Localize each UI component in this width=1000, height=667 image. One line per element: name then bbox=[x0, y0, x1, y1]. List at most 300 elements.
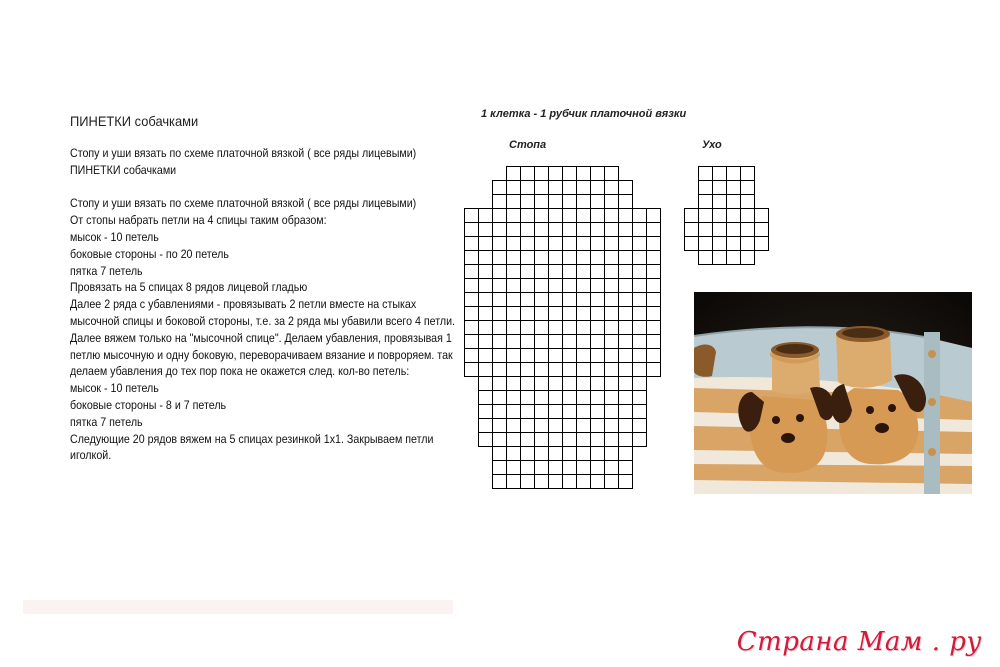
grid-cell bbox=[549, 461, 563, 475]
grid-cell bbox=[563, 433, 577, 447]
grid-cell bbox=[741, 195, 755, 209]
grid-cell bbox=[465, 223, 479, 237]
grid-cell bbox=[479, 237, 493, 251]
grid-cell bbox=[591, 433, 605, 447]
grid-cell bbox=[605, 223, 619, 237]
grid-cell bbox=[563, 391, 577, 405]
grid-cell bbox=[741, 251, 755, 265]
grid-cell bbox=[521, 335, 535, 349]
grid-cell bbox=[577, 363, 591, 377]
grid-cell bbox=[479, 321, 493, 335]
grid-cell bbox=[577, 251, 591, 265]
grid-cell bbox=[507, 195, 521, 209]
grid-cell bbox=[577, 377, 591, 391]
grid-cell bbox=[633, 307, 647, 321]
grid-cell bbox=[535, 293, 549, 307]
instruction-line: Далее 2 ряда с убавлениями - провязывать 2 петли вместе на стыках bbox=[70, 298, 417, 312]
grid-cell bbox=[577, 447, 591, 461]
grid-cell bbox=[507, 363, 521, 377]
grid-cell bbox=[577, 167, 591, 181]
grid-cell bbox=[465, 209, 479, 223]
grid-cell bbox=[619, 195, 633, 209]
grid-cell bbox=[479, 279, 493, 293]
grid-cell bbox=[493, 223, 507, 237]
grid-cell bbox=[549, 349, 563, 363]
grid-cell bbox=[493, 475, 507, 489]
grid-cell bbox=[465, 335, 479, 349]
instruction-line: мысок - 10 петель bbox=[70, 230, 159, 244]
grid-cell bbox=[479, 335, 493, 349]
grid-cell bbox=[619, 391, 633, 405]
grid-cell bbox=[619, 349, 633, 363]
grid-cell bbox=[591, 335, 605, 349]
grid-cell bbox=[479, 377, 493, 391]
grid-cell bbox=[577, 461, 591, 475]
grid-cell bbox=[535, 433, 549, 447]
grid-cell bbox=[605, 335, 619, 349]
grid-cell bbox=[479, 293, 493, 307]
grid-cell bbox=[493, 461, 507, 475]
grid-cell bbox=[507, 335, 521, 349]
grid-cell bbox=[563, 195, 577, 209]
grid-cell bbox=[633, 209, 647, 223]
grid-cell bbox=[521, 181, 535, 195]
grid-cell bbox=[563, 279, 577, 293]
grid-cell bbox=[521, 265, 535, 279]
grid-cell bbox=[521, 475, 535, 489]
grid-cell bbox=[591, 223, 605, 237]
grid-cell bbox=[647, 321, 661, 335]
instruction-line: мысок - 10 петель bbox=[70, 382, 159, 396]
grid-cell bbox=[535, 321, 549, 335]
grid-cell bbox=[577, 223, 591, 237]
grid-cell bbox=[479, 433, 493, 447]
grid-cell bbox=[741, 209, 755, 223]
grid-cell bbox=[521, 195, 535, 209]
grid-cell bbox=[685, 209, 699, 223]
grid-cell bbox=[741, 237, 755, 251]
footer-bar bbox=[23, 600, 453, 614]
grid-cell bbox=[521, 419, 535, 433]
grid-cell bbox=[535, 405, 549, 419]
grid-cell bbox=[507, 279, 521, 293]
grid-cell bbox=[549, 321, 563, 335]
sole-grid bbox=[464, 166, 664, 498]
grid-cell bbox=[727, 237, 741, 251]
grid-cell bbox=[591, 251, 605, 265]
grid-cell bbox=[741, 223, 755, 237]
grid-cell bbox=[479, 251, 493, 265]
grid-cell bbox=[699, 251, 713, 265]
grid-cell bbox=[465, 307, 479, 321]
grid-cell bbox=[549, 195, 563, 209]
grid-cell bbox=[633, 265, 647, 279]
grid-cell bbox=[549, 167, 563, 181]
grid-cell bbox=[521, 391, 535, 405]
grid-cell bbox=[493, 321, 507, 335]
grid-cell bbox=[563, 167, 577, 181]
grid-cell bbox=[549, 265, 563, 279]
grid-cell bbox=[633, 321, 647, 335]
instruction-line: делаем убавления до тех пор пока не окажется след. кол-во петель: bbox=[70, 365, 410, 379]
grid-cell bbox=[577, 209, 591, 223]
grid-cell bbox=[647, 349, 661, 363]
grid-cell bbox=[605, 475, 619, 489]
grid-cell bbox=[549, 181, 563, 195]
grid-cell bbox=[633, 363, 647, 377]
grid-cell bbox=[563, 251, 577, 265]
grid-cell bbox=[727, 223, 741, 237]
instructions-text bbox=[70, 146, 456, 465]
grid-cell bbox=[577, 279, 591, 293]
grid-cell bbox=[619, 419, 633, 433]
grid-cell bbox=[727, 167, 741, 181]
grid-cell bbox=[493, 419, 507, 433]
grid-cell bbox=[521, 307, 535, 321]
grid-cell bbox=[507, 405, 521, 419]
grid-cell bbox=[619, 447, 633, 461]
grid-cell bbox=[549, 419, 563, 433]
instruction-line: боковые стороны - 8 и 7 петель bbox=[70, 398, 227, 412]
grid-cell bbox=[605, 293, 619, 307]
grid-cell bbox=[605, 209, 619, 223]
grid-cell bbox=[619, 265, 633, 279]
grid-cell bbox=[507, 321, 521, 335]
grid-cell bbox=[685, 223, 699, 237]
ear-grid bbox=[684, 166, 774, 268]
grid-cell bbox=[633, 405, 647, 419]
grid-cell bbox=[633, 223, 647, 237]
grid-cell bbox=[577, 307, 591, 321]
site-logo: Страна Мам . ру bbox=[736, 627, 982, 657]
grid-cell bbox=[633, 377, 647, 391]
grid-cell bbox=[479, 265, 493, 279]
grid-cell bbox=[563, 307, 577, 321]
grid-cell bbox=[479, 349, 493, 363]
grid-cell bbox=[535, 461, 549, 475]
grid-cell bbox=[465, 363, 479, 377]
grid-cell bbox=[507, 265, 521, 279]
grid-cell bbox=[549, 223, 563, 237]
grid-cell bbox=[591, 237, 605, 251]
grid-cell bbox=[479, 307, 493, 321]
grid-cell bbox=[713, 251, 727, 265]
grid-cell bbox=[633, 335, 647, 349]
grid-cell bbox=[577, 195, 591, 209]
grid-cell bbox=[507, 433, 521, 447]
instruction-line: Стопу и уши вязать по схеме платочной вязкой ( все ряды лицевыми) bbox=[70, 197, 417, 211]
grid-cell bbox=[605, 405, 619, 419]
grid-cell bbox=[493, 363, 507, 377]
grid-cell bbox=[549, 293, 563, 307]
sole-label: Стопа bbox=[509, 139, 547, 151]
grid-cell bbox=[493, 349, 507, 363]
grid-cell bbox=[577, 321, 591, 335]
grid-cell bbox=[633, 419, 647, 433]
grid-cell bbox=[535, 447, 549, 461]
grid-cell bbox=[619, 237, 633, 251]
blank-line bbox=[70, 180, 450, 197]
grid-cell bbox=[493, 265, 507, 279]
grid-cell bbox=[521, 405, 535, 419]
grid-cell bbox=[507, 223, 521, 237]
grid-cell bbox=[535, 335, 549, 349]
grid-cell bbox=[465, 237, 479, 251]
grid-cell bbox=[647, 335, 661, 349]
grid-cell bbox=[591, 391, 605, 405]
grid-cell bbox=[507, 293, 521, 307]
grid-cell bbox=[521, 363, 535, 377]
grid-cell bbox=[563, 265, 577, 279]
grid-cell bbox=[619, 335, 633, 349]
grid-cell bbox=[549, 335, 563, 349]
grid-cell bbox=[563, 335, 577, 349]
grid-cell bbox=[479, 363, 493, 377]
grid-cell bbox=[493, 391, 507, 405]
grid-cell bbox=[549, 433, 563, 447]
grid-cell bbox=[535, 279, 549, 293]
grid-cell bbox=[633, 279, 647, 293]
grid-cell bbox=[535, 363, 549, 377]
grid-cell bbox=[591, 307, 605, 321]
grid-cell bbox=[699, 167, 713, 181]
grid-cell bbox=[619, 279, 633, 293]
grid-cell bbox=[619, 181, 633, 195]
chart-legend: 1 клетка - 1 рубчик платочной вязки bbox=[481, 108, 687, 120]
grid-cell bbox=[605, 391, 619, 405]
grid-cell bbox=[507, 181, 521, 195]
grid-cell bbox=[493, 237, 507, 251]
grid-cell bbox=[563, 321, 577, 335]
grid-cell bbox=[619, 209, 633, 223]
grid-cell bbox=[507, 237, 521, 251]
grid-cell bbox=[605, 167, 619, 181]
grid-cell bbox=[479, 223, 493, 237]
grid-cell bbox=[647, 265, 661, 279]
instruction-line: петлю мысочную и одну боковую, переворачиваем вязание и повроряем. так bbox=[70, 348, 453, 362]
grid-cell bbox=[563, 419, 577, 433]
grid-cell bbox=[465, 349, 479, 363]
grid-cell bbox=[549, 475, 563, 489]
grid-cell bbox=[699, 181, 713, 195]
grid-cell bbox=[563, 223, 577, 237]
grid-cell bbox=[577, 475, 591, 489]
grid-cell bbox=[521, 349, 535, 363]
grid-cell bbox=[605, 265, 619, 279]
grid-cell bbox=[605, 237, 619, 251]
grid-cell bbox=[563, 447, 577, 461]
grid-cell bbox=[563, 363, 577, 377]
grid-cell bbox=[549, 209, 563, 223]
grid-cell bbox=[507, 167, 521, 181]
grid-cell bbox=[741, 167, 755, 181]
grid-cell bbox=[755, 237, 769, 251]
grid-cell bbox=[633, 251, 647, 265]
instruction-line: Стопу и уши вязать по схеме платочной вязкой ( все ряды лицевыми) bbox=[70, 147, 417, 160]
grid-cell bbox=[713, 167, 727, 181]
grid-cell bbox=[755, 223, 769, 237]
grid-cell bbox=[549, 363, 563, 377]
grid-cell bbox=[465, 265, 479, 279]
grid-cell bbox=[493, 307, 507, 321]
grid-cell bbox=[647, 279, 661, 293]
grid-cell bbox=[535, 251, 549, 265]
grid-cell bbox=[493, 209, 507, 223]
grid-cell bbox=[507, 209, 521, 223]
grid-cell bbox=[521, 237, 535, 251]
grid-cell bbox=[563, 209, 577, 223]
grid-cell bbox=[493, 447, 507, 461]
grid-cell bbox=[479, 419, 493, 433]
grid-cell bbox=[591, 377, 605, 391]
grid-cell bbox=[633, 293, 647, 307]
grid-cell bbox=[685, 237, 699, 251]
grid-cell bbox=[713, 209, 727, 223]
grid-cell bbox=[577, 335, 591, 349]
grid-cell bbox=[577, 433, 591, 447]
grid-cell bbox=[647, 293, 661, 307]
grid-cell bbox=[549, 279, 563, 293]
grid-cell bbox=[713, 195, 727, 209]
grid-cell bbox=[535, 181, 549, 195]
grid-cell bbox=[591, 419, 605, 433]
grid-cell bbox=[605, 251, 619, 265]
grid-cell bbox=[713, 181, 727, 195]
grid-cell bbox=[507, 251, 521, 265]
grid-cell bbox=[605, 307, 619, 321]
grid-cell bbox=[549, 377, 563, 391]
grid-cell bbox=[577, 419, 591, 433]
grid-cell bbox=[727, 209, 741, 223]
grid-cell bbox=[605, 321, 619, 335]
grid-cell bbox=[619, 251, 633, 265]
grid-cell bbox=[535, 307, 549, 321]
grid-cell bbox=[591, 167, 605, 181]
grid-cell bbox=[493, 279, 507, 293]
grid-cell bbox=[479, 391, 493, 405]
grid-cell bbox=[591, 181, 605, 195]
grid-cell bbox=[591, 293, 605, 307]
grid-cell bbox=[633, 391, 647, 405]
grid-cell bbox=[507, 307, 521, 321]
grid-cell bbox=[577, 405, 591, 419]
grid-cell bbox=[577, 293, 591, 307]
grid-cell bbox=[507, 447, 521, 461]
grid-cell bbox=[591, 209, 605, 223]
grid-cell bbox=[521, 447, 535, 461]
instruction-line: Провязать на 5 спицах 8 рядов лицевой гладью bbox=[70, 281, 308, 295]
grid-cell bbox=[507, 349, 521, 363]
grid-cell bbox=[563, 461, 577, 475]
grid-cell bbox=[549, 237, 563, 251]
grid-cell bbox=[647, 237, 661, 251]
grid-cell bbox=[535, 377, 549, 391]
grid-cell bbox=[605, 447, 619, 461]
grid-cell bbox=[727, 195, 741, 209]
grid-cell bbox=[507, 475, 521, 489]
grid-cell bbox=[577, 391, 591, 405]
grid-cell bbox=[535, 475, 549, 489]
grid-cell bbox=[619, 307, 633, 321]
grid-cell bbox=[521, 167, 535, 181]
grid-cell bbox=[755, 209, 769, 223]
grid-cell bbox=[741, 181, 755, 195]
grid-cell bbox=[619, 223, 633, 237]
grid-cell bbox=[619, 475, 633, 489]
grid-cell bbox=[713, 237, 727, 251]
grid-cell bbox=[521, 433, 535, 447]
grid-cell bbox=[727, 181, 741, 195]
grid-cell bbox=[563, 349, 577, 363]
grid-cell bbox=[591, 349, 605, 363]
grid-cell bbox=[549, 391, 563, 405]
grid-cell bbox=[563, 293, 577, 307]
grid-cell bbox=[619, 363, 633, 377]
grid-cell bbox=[633, 349, 647, 363]
grid-cell bbox=[619, 377, 633, 391]
grid-cell bbox=[577, 265, 591, 279]
grid-cell bbox=[535, 237, 549, 251]
grid-cell bbox=[563, 237, 577, 251]
grid-cell bbox=[605, 433, 619, 447]
grid-cell bbox=[563, 475, 577, 489]
grid-cell bbox=[493, 251, 507, 265]
grid-cell bbox=[619, 293, 633, 307]
grid-cell bbox=[605, 419, 619, 433]
grid-cell bbox=[493, 433, 507, 447]
grid-cell bbox=[647, 251, 661, 265]
grid-cell bbox=[591, 461, 605, 475]
grid-cell bbox=[605, 363, 619, 377]
grid-cell bbox=[535, 209, 549, 223]
grid-cell bbox=[507, 419, 521, 433]
grid-cell bbox=[591, 265, 605, 279]
grid-cell bbox=[535, 167, 549, 181]
grid-cell bbox=[493, 293, 507, 307]
grid-cell bbox=[647, 363, 661, 377]
grid-cell bbox=[507, 391, 521, 405]
grid-cell bbox=[619, 433, 633, 447]
grid-cell bbox=[633, 433, 647, 447]
grid-cell bbox=[535, 349, 549, 363]
grid-cell bbox=[535, 419, 549, 433]
grid-cell bbox=[619, 321, 633, 335]
grid-cell bbox=[605, 195, 619, 209]
grid-cell bbox=[521, 251, 535, 265]
grid-cell bbox=[507, 377, 521, 391]
grid-cell bbox=[465, 293, 479, 307]
grid-cell bbox=[591, 405, 605, 419]
grid-cell bbox=[465, 279, 479, 293]
grid-cell bbox=[521, 293, 535, 307]
grid-cell bbox=[727, 251, 741, 265]
grid-cell bbox=[605, 181, 619, 195]
instruction-line: пятка 7 петель bbox=[70, 264, 143, 278]
grid-cell bbox=[479, 209, 493, 223]
grid-cell bbox=[535, 223, 549, 237]
grid-cell bbox=[699, 195, 713, 209]
grid-cell bbox=[549, 405, 563, 419]
grid-cell bbox=[493, 181, 507, 195]
grid-cell bbox=[493, 405, 507, 419]
instruction-line: ПИНЕТКИ собачками bbox=[70, 163, 177, 177]
grid-cell bbox=[591, 475, 605, 489]
grid-cell bbox=[535, 391, 549, 405]
grid-cell bbox=[577, 181, 591, 195]
document-title: ПИНЕТКИ собачками bbox=[70, 113, 199, 129]
grid-cell bbox=[493, 335, 507, 349]
grid-cell bbox=[465, 251, 479, 265]
